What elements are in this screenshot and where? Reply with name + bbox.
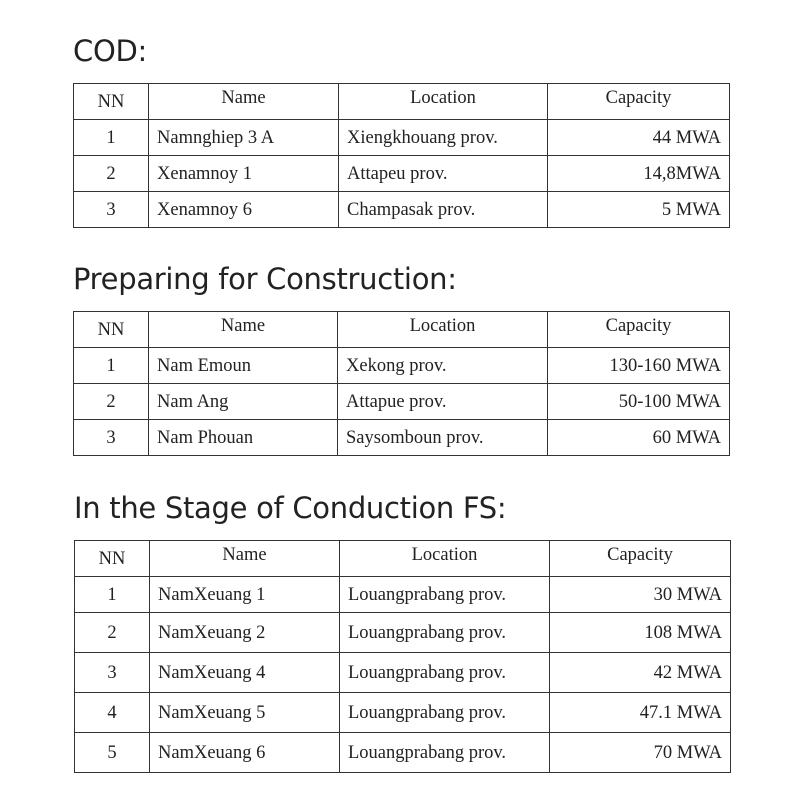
cell-capacity: 108 MWA: [550, 613, 731, 653]
section-title-fs: In the Stage of Conduction FS:: [74, 491, 507, 525]
cell-capacity: 30 MWA: [550, 577, 731, 613]
header-capacity: Capacity: [548, 84, 730, 120]
cell-location: Louangprabang prov.: [340, 653, 550, 693]
cell-name: Nam Emoun: [149, 348, 338, 384]
header-location: Location: [340, 541, 550, 577]
cell-name: Xenamnoy 1: [149, 156, 339, 192]
cell-nn: 5: [75, 733, 150, 773]
cell-capacity: 42 MWA: [550, 653, 731, 693]
cell-nn: 3: [75, 653, 150, 693]
cell-capacity: 44 MWA: [548, 120, 730, 156]
cell-capacity: 5 MWA: [548, 192, 730, 228]
table-row: [75, 693, 731, 733]
header-location: Location: [338, 312, 548, 348]
table-header-row: [75, 541, 731, 577]
cell-nn: 1: [74, 120, 149, 156]
header-name: Name: [150, 541, 340, 577]
cell-nn: 2: [74, 384, 149, 420]
cell-nn: 2: [74, 156, 149, 192]
header-capacity: Capacity: [550, 541, 731, 577]
header-nn: NN: [74, 312, 149, 348]
cell-name: Nam Phouan: [149, 420, 338, 456]
cell-location: Attapeu prov.: [339, 156, 548, 192]
table-row: [75, 653, 731, 693]
table-row: [74, 420, 730, 456]
cell-nn: 1: [75, 577, 150, 613]
cell-capacity: 47.1 MWA: [550, 693, 731, 733]
cell-nn: 1: [74, 348, 149, 384]
table-row: [74, 384, 730, 420]
section-title-preparing: Preparing for Construction:: [73, 262, 457, 296]
cell-location: Saysomboun prov.: [338, 420, 548, 456]
cell-capacity: 14,8MWA: [548, 156, 730, 192]
header-name: Name: [149, 312, 338, 348]
cell-capacity: 50-100 MWA: [548, 384, 730, 420]
header-name: Name: [149, 84, 339, 120]
header-nn: NN: [75, 541, 150, 577]
cell-capacity: 70 MWA: [550, 733, 731, 773]
cell-location: Champasak prov.: [339, 192, 548, 228]
table-row: [74, 192, 730, 228]
table-row: [74, 348, 730, 384]
cell-name: NamXeuang 5: [150, 693, 340, 733]
table-row: [75, 577, 731, 613]
cell-name: NamXeuang 6: [150, 733, 340, 773]
table-row: [75, 613, 731, 653]
header-nn: NN: [74, 84, 149, 120]
header-location: Location: [339, 84, 548, 120]
cell-name: Namnghiep 3 A: [149, 120, 339, 156]
cell-location: Xiengkhouang prov.: [339, 120, 548, 156]
cell-name: Xenamnoy 6: [149, 192, 339, 228]
cell-nn: 2: [75, 613, 150, 653]
cod-table: [73, 83, 730, 228]
cell-location: Attapue prov.: [338, 384, 548, 420]
cell-name: NamXeuang 4: [150, 653, 340, 693]
table-header-row: [74, 312, 730, 348]
cell-location: Louangprabang prov.: [340, 577, 550, 613]
cell-location: Xekong prov.: [338, 348, 548, 384]
table-row: [75, 733, 731, 773]
cell-nn: 3: [74, 420, 149, 456]
cell-location: Louangprabang prov.: [340, 693, 550, 733]
cell-name: NamXeuang 2: [150, 613, 340, 653]
cell-location: Louangprabang prov.: [340, 733, 550, 773]
table-row: [74, 120, 730, 156]
cell-name: Nam Ang: [149, 384, 338, 420]
preparing-table: [73, 311, 730, 456]
cell-name: NamXeuang 1: [150, 577, 340, 613]
cell-capacity: 60 MWA: [548, 420, 730, 456]
table-row: [74, 156, 730, 192]
fs-table: [74, 540, 731, 773]
cell-nn: 4: [75, 693, 150, 733]
cell-nn: 3: [74, 192, 149, 228]
section-title-cod: COD:: [73, 34, 147, 68]
cell-capacity: 130-160 MWA: [548, 348, 730, 384]
header-capacity: Capacity: [548, 312, 730, 348]
cell-location: Louangprabang prov.: [340, 613, 550, 653]
table-header-row: [74, 84, 730, 120]
